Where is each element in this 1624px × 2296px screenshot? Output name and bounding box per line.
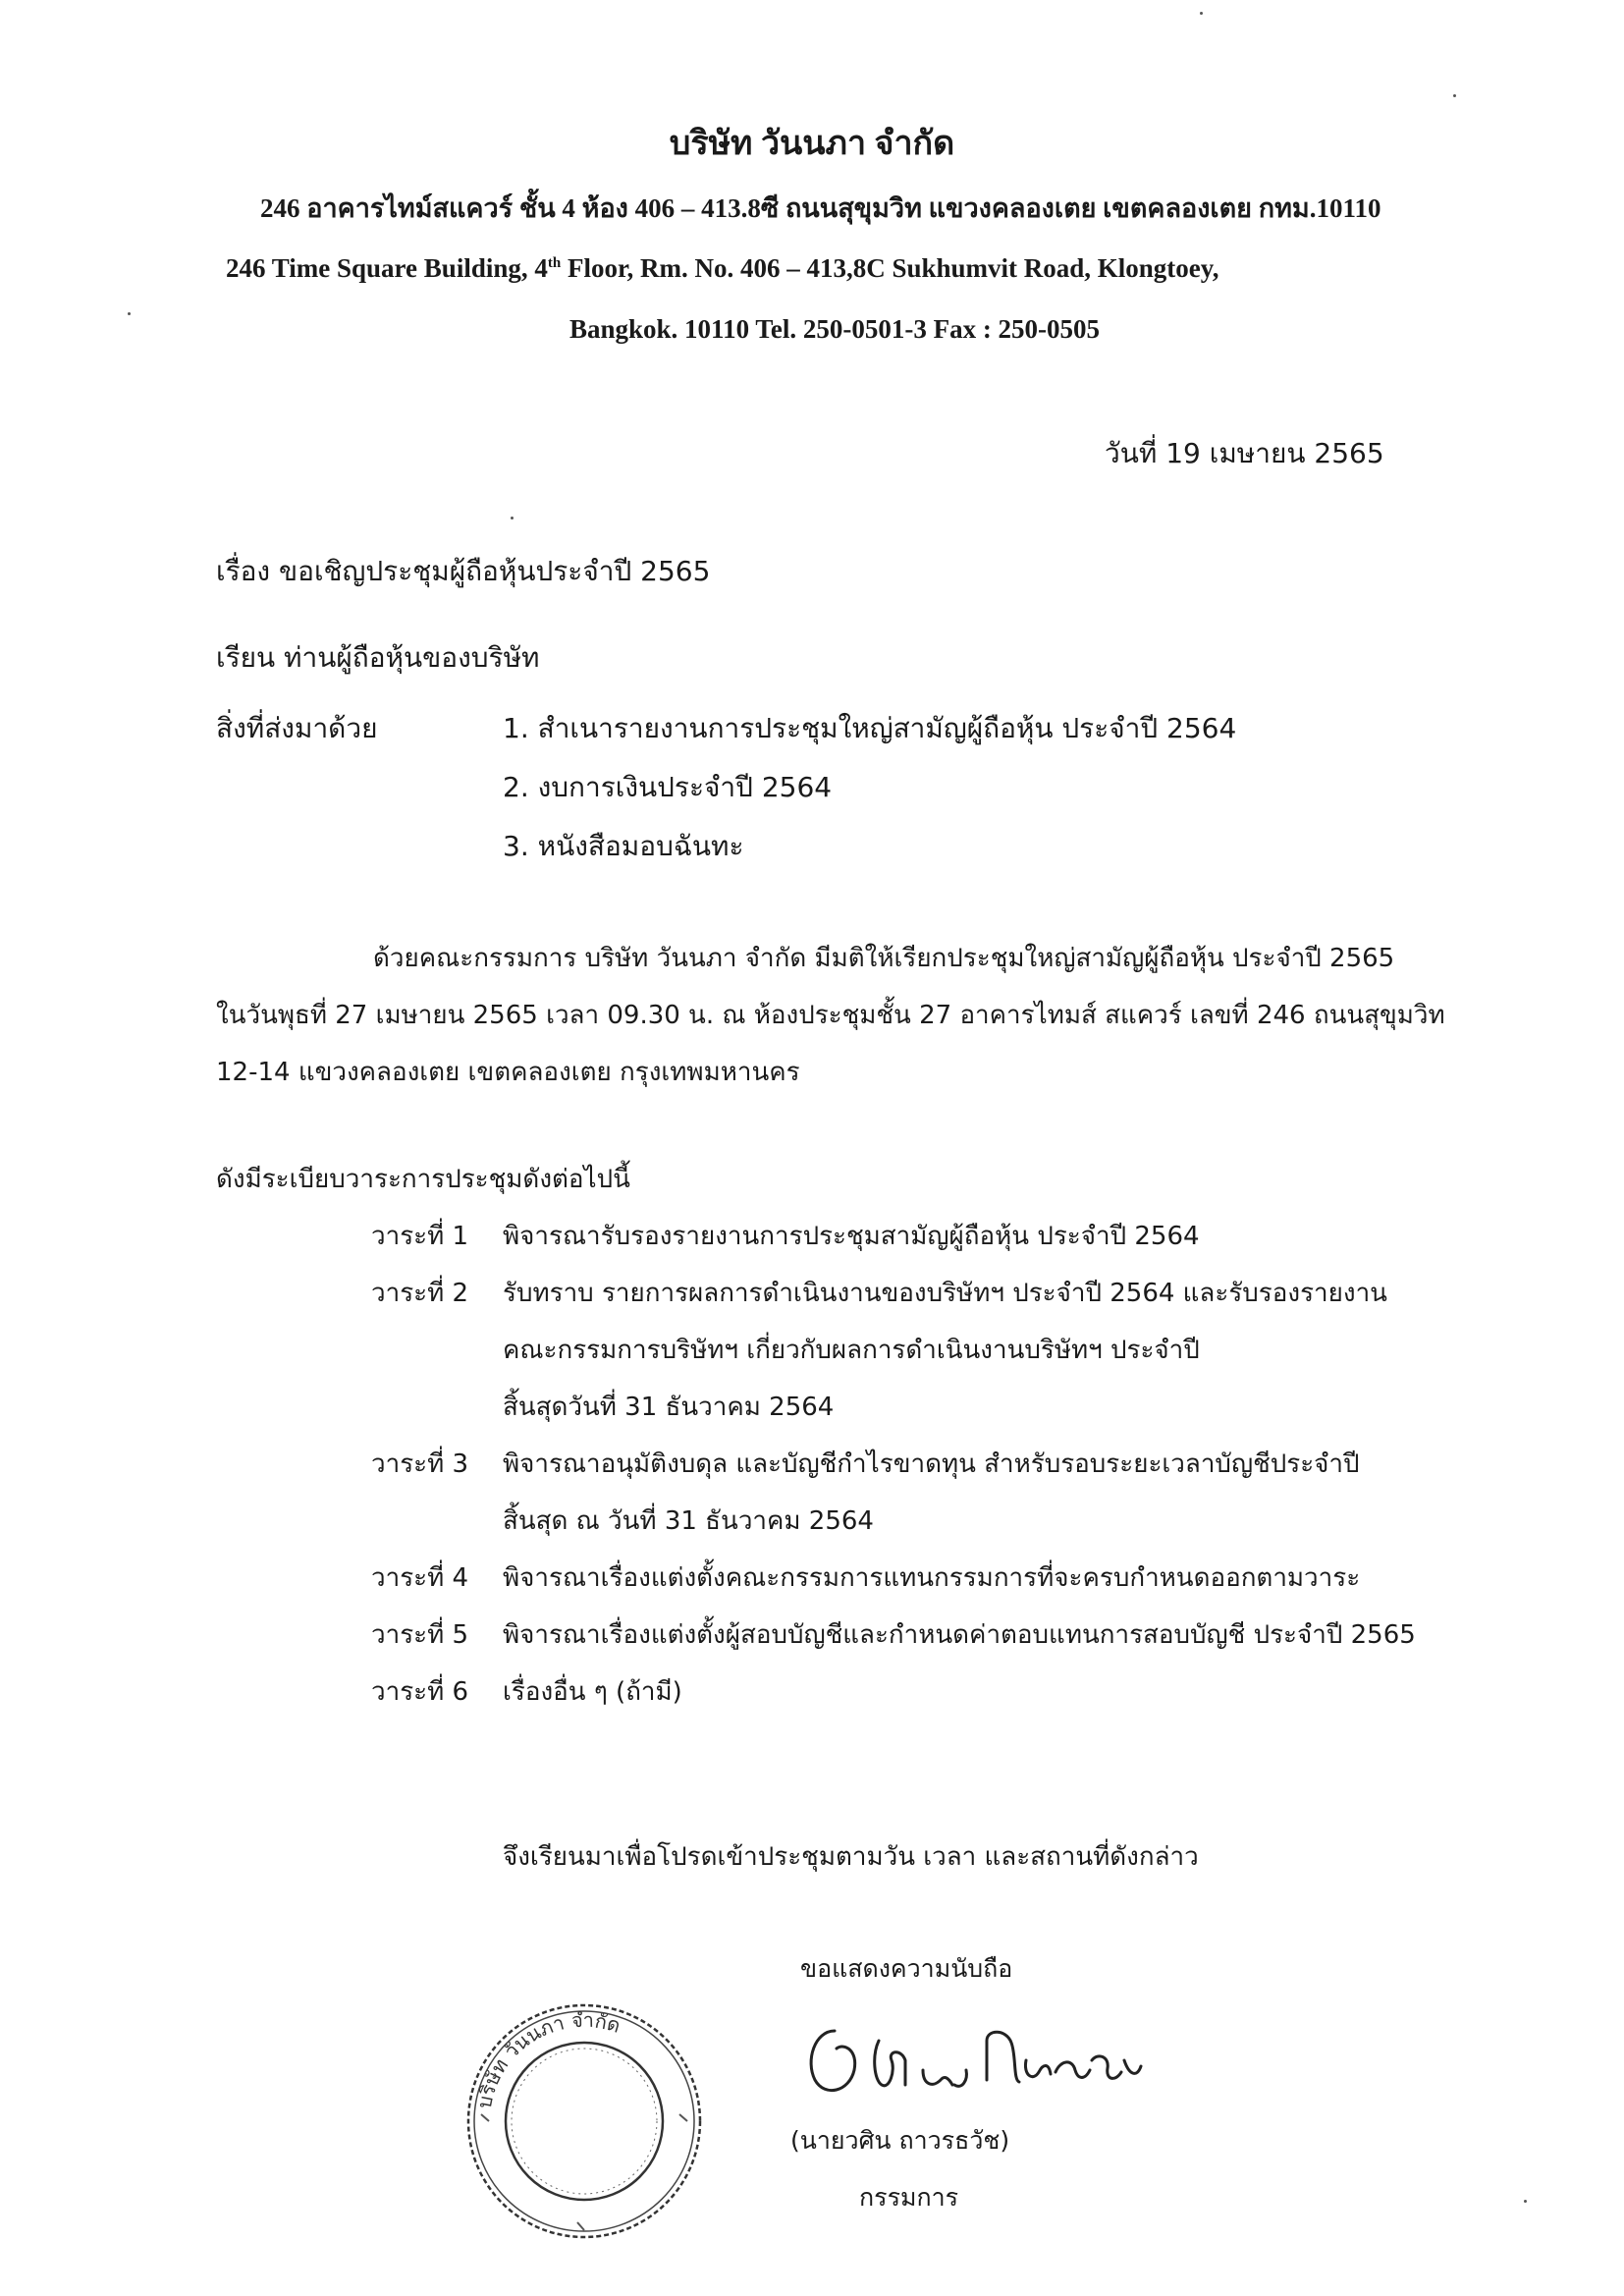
letter-subject: เรื่อง ขอเชิญประชุมผู้ถือหุ้นประจำปี 2565 <box>216 555 711 587</box>
agenda-text: สิ้นสุด ณ วันที่ 31 ธันวาคม 2564 <box>503 1506 874 1536</box>
company-seal <box>461 1998 707 2244</box>
agenda-text: พิจารณาอนุมัติงบดุล และบัญชีกำไรขาดทุน สำหรับรอบระยะเวลาบัญชีประจำปี <box>503 1449 1360 1479</box>
enclosures-label: สิ่งที่ส่งมาด้วย <box>216 712 378 744</box>
agenda-text: พิจารณาเรื่องแต่งตั้งผู้สอบบัญชีและกำหนดค่าตอบแทนการสอบบัญชี ประจำปี 2565 <box>503 1620 1416 1650</box>
agenda-text: พิจารณารับรองรายงานการประชุมสามัญผู้ถือหุ้น ประจำปี 2564 <box>503 1222 1200 1251</box>
address-thai: 246 อาคารไทม์สแควร์ ชั้น 4 ห้อง 406 – 413.8ซี ถนนสุขุมวิท แขวงคลองเตย เขตคลองเตย กทม.10110 <box>260 193 1381 223</box>
agenda-number: วาระที่ 6 <box>371 1677 469 1707</box>
address-english-prefix: 246 Time Square Building, 4 <box>226 253 548 283</box>
agenda-text: สิ้นสุดวันที่ 31 ธันวาคม 2564 <box>503 1393 835 1422</box>
agenda-text: เรื่องอื่น ๆ (ถ้ามี) <box>503 1677 682 1707</box>
scan-speck <box>1524 2200 1527 2203</box>
signatory-title: กรรมการ <box>859 2183 959 2212</box>
agenda-text: พิจารณาเรื่องแต่งตั้งคณะกรรมการแทนกรรมการที่จะครบกำหนดออกตามวาระ <box>503 1563 1361 1593</box>
agenda-number: วาระที่ 5 <box>371 1620 469 1650</box>
body-line: ในวันพุธที่ 27 เมษายน 2565 เวลา 09.30 น. ณ ห้องประชุมชั้น 27 อาคารไทมส์ สแควร์ เลขที่ 246 ถนนสุขุมวิท <box>216 1001 1445 1030</box>
signature <box>785 2001 1159 2109</box>
scan-speck <box>511 517 514 519</box>
agenda-number: วาระที่ 1 <box>371 1222 469 1251</box>
enclosure-item: 1. สำเนารายงานการประชุมใหญ่สามัญผู้ถือหุ้น ประจำปี 2564 <box>503 712 1237 744</box>
body-line: 12-14 แขวงคลองเตย เขตคลองเตย กรุงเทพมหานคร <box>216 1058 800 1087</box>
closing-sentence: จึงเรียนมาเพื่อโปรดเข้าประชุมตามวัน เวลา และสถานที่ดังกล่าว <box>503 1842 1199 1872</box>
scan-speck <box>1200 12 1203 15</box>
enclosure-item: 3. หนังสือมอบฉันทะ <box>503 830 744 862</box>
agenda-text: รับทราบ รายการผลการดำเนินงานของบริษัทฯ ประจำปี 2564 และรับรองรายงาน <box>503 1279 1387 1308</box>
signatory-name: (นายวศิน ถาวรธวัช) <box>790 2126 1010 2155</box>
scan-speck <box>1453 94 1456 97</box>
address-english-line2: Bangkok. 10110 Tel. 250-0501-3 Fax : 250-0505 <box>569 314 1101 344</box>
respect-line: ขอแสดงความนับถือ <box>800 1954 1013 1983</box>
agenda-number: วาระที่ 2 <box>371 1279 469 1308</box>
address-english-suffix: Floor, Rm. No. 406 – 413,8C Sukhumvit Road, Klongtoey, <box>561 253 1219 283</box>
agenda-text: คณะกรรมการบริษัทฯ เกี่ยวกับผลการดำเนินงานบริษัทฯ ประจำปี <box>503 1336 1200 1365</box>
agenda-heading: ดังมีระเบียบวาระการประชุมดังต่อไปนี้ <box>216 1165 630 1194</box>
seal-text <box>472 2008 623 2110</box>
agenda-number: วาระที่ 4 <box>371 1563 469 1593</box>
scan-speck <box>128 312 131 315</box>
salutation: เรียน ท่านผู้ถือหุ้นของบริษัท <box>216 641 540 674</box>
letter-date: วันที่ 19 เมษายน 2565 <box>1105 437 1384 469</box>
address-floor-suffix: th <box>547 255 562 271</box>
company-name: บริษัท วันนภา จำกัด <box>669 126 955 162</box>
address-english-line1 <box>226 253 1219 284</box>
enclosure-item: 2. งบการเงินประจำปี 2564 <box>503 771 833 803</box>
agenda-number: วาระที่ 3 <box>371 1449 469 1479</box>
seal-text-path: บริษัท วันนภา จำกัด <box>471 2007 623 2110</box>
body-line: ด้วยคณะกรรมการ บริษัท วันนภา จำกัด มีมติให้เรียกประชุมใหญ่สามัญผู้ถือหุ้น ประจำปี 2565 <box>373 944 1395 973</box>
